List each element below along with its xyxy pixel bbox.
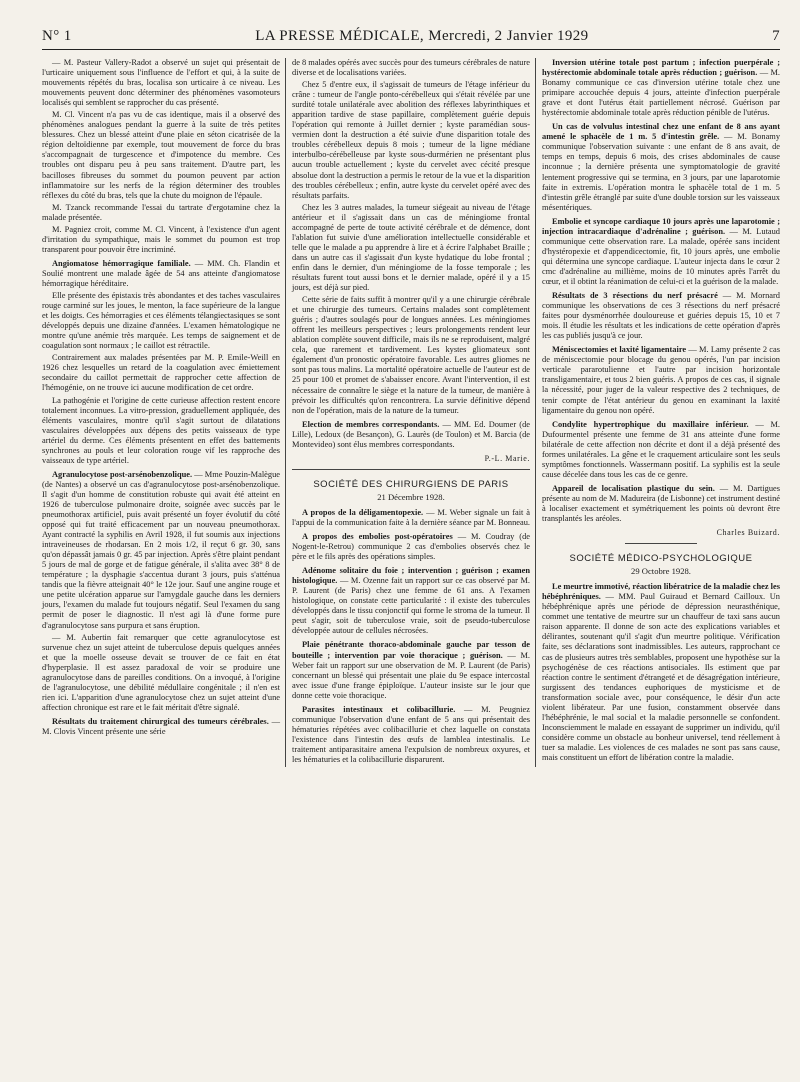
article-heading: Appareil de localisation plastique du sein. (552, 483, 715, 493)
article-heading: Résultats du traitement chirurgical des tumeurs cérébrales. (52, 716, 269, 726)
article-body: — M. Dufourmentel présente une femme de 31 ans atteinte d'une forme bilatérale de cette affection non décrite et dont il a déjà présenté des formes unilatérales. La gêne et le craquement articulaire sont les seuls symptômes fonctionnels. Wassermann positif. La syphilis est la seule cause décelée dans tous les cas de ce genre. (542, 419, 781, 479)
article-heading: Angiomatose hémorragique familiale. (52, 258, 191, 268)
paragraph: M. Tzanck recommande l'essai du tartrate d'ergotamine chez la malade présentée. (42, 202, 280, 222)
article-heading: A propos des embolies post-opératoires (302, 532, 453, 542)
article-heading: Résultats de 3 résections du nerf présacré (552, 291, 718, 301)
article-heading: Méniscectomies et laxité ligamentaire (552, 345, 687, 355)
article-entry (542, 58, 780, 118)
article-body: — MM. Ed. Doumer (de Lille), Ledoux (de Besançon), G. Laurès (de Toulon) et M. Barcia (de Montevideo) sont élus membres correspondants. (292, 419, 530, 449)
article-body: — M. Weber signale un fait à l'appui de la communication faite à la dernière séance par M. Bonneau. (292, 507, 531, 527)
section-divider (292, 469, 530, 470)
page-number: 7 (772, 28, 780, 44)
paragraph: Elle présente des épistaxis très abondantes et des taches vasculaires rouge carminé sur les joues, le menton, la face supérieure de la langue et les doigts. Ces hémorragies et ces éléments télangiectasiques se sont développés depuis une dizaine d'années. L'examen hématologique ne montre qu'une anémie très marquée. Les temps de saignement et de coagulation sont normaux ; le caillot est rétractile. (42, 291, 280, 351)
article-entry (542, 345, 780, 415)
article-body: — M. Coudray (de Nogent-le-Retrou) communique 2 cas d'embolies observés chez le père et le fils après des opérations simples. (292, 532, 531, 562)
article-entry (542, 291, 780, 341)
article-heading: Parasites intestinaux et colibacillurie. (302, 704, 456, 714)
article-body: — MM. Paul Guiraud et Bernard Cailloux. Un hébéphrénique après une période de dépression neurasthénique, commet une tentative de meurtre sur un chauffeur de taxi sans aucun raison apparente. Il donne de son acte des explications variables et délirantes, soutenant qu'il s'agit d'un meurtre politique. Vérification faite, ses déclarations sont inadmissibles. Les auteurs, rapprochant ce cas de plusieurs autres très semblables, proposent une hypothèse sur la psychogénèse de ces réactions antisociales. Ils estiment que par réaction contre le sentiment d'étrangeté et de désagrégation intérieure, surgissent des tendances euphoriques de mysticisme et de transformation sociale avec, pour conséquence, le désir d'un acte violent libérateur. Par une fusion, constamment observée dans l'hébéphrénie, le mal social et la maladie personnelle se confondent. Inconsciemment le malade en essayant de supprimer un individu, qu'il considère comme un obstacle au bonheur universel, tend réellement à tuer sa maladie. Les violences de ces malades ne sont pas sans cause, mais constituent un effort de libération contre la maladie. (542, 592, 780, 762)
paragraph: Chez 5 d'entre eux, il s'agissait de tumeurs de l'étage inférieur du crâne : tumeur de l'angle ponto-cérébelleux qui s'était révélée par une surdité totale unilatérale avec abolition des réflexes labyrinthiques et apparition tardive de stase papillaire, complètement guérie depuis l'opération qui remonte à Juillet dernier ; kyste paramédian sous-vermien dont la destruction a été suivie d'une disparition totale des troubles cérébelleux depuis 8 mois ; tumeur de la ligne médiane interbulbo-cérébelleuse par kyste sous-durmérien ne présentant plus aucun trouble actuellement ; kyste du cervelet avec cécité presque absolue dont la destruction a permis le retour de la vue et la disparition des troubles cérébelleux ; enfin, autre kyste du cervelet opéré avec des résultats parfaits. (292, 80, 530, 200)
article-heading: Adénome solitaire du foie ; intervention ; guérison ; examen histologique. (292, 566, 530, 586)
paragraph: M. Pagniez croit, comme M. Cl. Vincent, à l'existence d'un agent d'irritation du sympathique, mais le sommet du poumon est trop transparent pour pouvoir être incriminé. (42, 224, 280, 254)
author-signature: P.-L. Marie. (484, 453, 530, 463)
article-entry (542, 582, 780, 763)
paragraph: La pathogénie et l'origine de cette curieuse affection restent encore totalement inconnues. La vitro-pression, graduellement appliquée, des éléments vasculaires, montre qu'il s'agit surtout de dilatations vasculaires développées aux dépens des petits vaisseaux de type artériel du derme. Ces éléments présentent en effet des battements synchrones au pouls et leur coloration rouge vif les rapproche des vaisseaux de type artériel. (42, 395, 280, 465)
article-body: — M. Peugniez communique l'observation d'une enfant de 5 ans qui présentait des hématuries répétées avec colibacillurie et chez laquelle on constata l'existence dans l'intestin des œufs de lamblea intestinalis. Le traitement antiparasitaire amena l'expulsion de nombreux oxyures, et les hématuries et la colibacillurie disparurent. (292, 704, 530, 764)
article-heading: Condylite hypertrophique du maxillaire inférieur. (552, 419, 749, 429)
paragraph: Contrairement aux malades présentées par M. P. Emile-Weill en 1926 chez lesquelles un retard de la coagulation avec émiettement secondaire du caillot permettait de rapprocher cette affection de l'hémogénie, on ne trouve ici aucune modification de cet ordre. (42, 353, 280, 393)
article-body: — M. Weber fait un rapport sur une observation de M. P. Laurent (de Paris) concernant un blessé qui présentait une plaie du 9e espace intercostal avec issue d'une frange épiploïque. L'auteur insiste sur le jour que donne cette voie thoracique. (292, 650, 530, 700)
article-entry (42, 717, 280, 737)
article-heading: Election de membres correspondants. (302, 419, 440, 429)
page-header (42, 28, 780, 45)
article-body: — M. Mornard communique les observations de ces 3 résections du nerf présacré faites pour dysménorrhée douloureuse et guéries depuis 15, 10 et 7 mois. Il étudie les résultats et les indications de cette opération d'après les cas publiés jusqu'à ce jour. (542, 291, 780, 341)
paragraph: M. Cl. Vincent n'a pas vu de cas identique, mais il a observé des phénomènes analogues pendant la guerre à la suite de très petites blessures. Chez un blessé atteint d'une plaie en séton cicatrisée de la région deltoïdienne par exemple, tout mouvement de force du bras s'accompagnait de turgescence et d'impotence du membre. Ces troubles ont disparu peu à peu sans traitement. D'autre part, les bacilloses fibreuses du sommet du poumon peuvent par action inflammatoire sur les nerfs de la région déterminer des troubles réflexes du côté du bras, tels que la chute du moignon de l'épaule. (42, 110, 280, 200)
article-body: — M. Lutaud communique cette observation rare. La malade, opérée sans incident d'hystéropexie et d'appendicectomie, fit, 10 jours après, une embolie qui détermina une syncope cardiaque. L'auteur injecta dans le cœur 2 cmc d'adrénaline au millième, moins de 10 minutes après l'arrêt du cœur, et il obtint la réanimation de celui-ci et la guérison de la malade. (542, 226, 780, 286)
paragraph: Chez les 3 autres malades, la tumeur siégeait au niveau de l'étage antérieur et il s'agissait dans un cas de méningiome frontal accompagné de perte de toute activité cérébrale et de démence, dont l'ablation fut suivie d'une amélioration intellectuelle considérable et telle que le malade a pu apprendre à lire et à écrire l'alphabet Braille ; dans un autre cas il s'agissait d'un kyste hydatique du lobe frontal ; enfin dans le dernier, d'un méningiome de la fosse temporale ; les résultats furent tout aussi bons et le dernier malade, opéré il y a 15 jours, est déjà sur pied. (292, 202, 530, 293)
header-rule (42, 49, 780, 50)
paragraph: — M. Aubertin fait remarquer que cette agranulocytose est survenue chez un sujet atteint de tuberculose depuis quelques années et que la moelle osseuse devait se trouver de ce fait en état d'hyperplasie. Il est assez paradoxal de voir se produire une agranulocytose dans de pareilles conditions. On a invoqué, à l'origine de l'agranulocytose, une débilité médullaire congénitale ; il n'en est rien ici. L'apparition d'une agranulocytose chez un sujet atteint d'une affection chronique est rare et le fait méritait d'être signalé. (42, 632, 280, 712)
article-entry (542, 484, 780, 524)
author-signature: Charles Buizard. (716, 528, 780, 538)
article-entry (42, 259, 280, 289)
article-entry (292, 532, 530, 562)
paragraph: de 8 malades opérés avec succès pour des tumeurs cérébrales de nature diverse et de localisations variées. (292, 58, 530, 78)
section-title: SOCIÉTÉ DES CHIRURGIENS DE PARIS (313, 478, 509, 490)
article-entry (292, 566, 530, 636)
article-body: — Mme Pouzin-Malègue (de Nantes) a observé un cas d'agranulocytose post-arsénobenzolique. Il s'agit d'un homme de constitution robuste qui avait été atteint en 1926 de tuberculose pulmonaire droite, soignée avec succès par le pneumothorax artificiel, puis avait présenté un foyer évolutif du côté opposé qui fut traité efficacement par un nouveau pneumothorax. Ayant contracté la syphilis en Avril 1928, il fut soumis aux injections intraveineuses de rhodarsan. En 2 mois 1/2, il reçut 6 gr. 30, sans qu'on dépassât jamais 0 gr. 45 par injection. Après s'être plaint pendant 5 jours de mal de gorge et de fatigue générale, il s'alita avec 38° 8 de température ; la dysphagie s'accentua durant 3 jours, puis s'atténua tandis que la fièvre atteignait 40° le 12e jour. Sauf une angine rouge et une petite ulcération apparue sur l'amygdale gauche dans les derniers jours, l'examen du malade fut toujours négatif. Seul l'examen du sang permit de poser le diagnostic. Il n'est agi là d'une forme pure d'agranulocytose sans purpura et sans éruption. (42, 469, 280, 630)
article-entry (292, 420, 530, 450)
article-heading: Le meurtre immotivé, réaction libératrice de la maladie chez les hébéphréniques. (542, 582, 780, 602)
article-heading: A propos de la déligamentopexie. (302, 507, 424, 517)
article-body: — M. Bonamy communique ce cas d'inversion utérine totale chez une primipare accouchée depuis 4 jours, atteinte d'infection puerpérale grave et dont l'utérus était partiellement nécrosé. Guérison par hystérectomie abdominale totale après réduction pénible de l'utérus. (542, 68, 780, 118)
article-body: — M. Clovis Vincent présente une série (42, 716, 281, 736)
article-body: — M. Bonamy communique l'observation suivante : une enfant de 8 ans avait, de temps en temps, depuis 6 mois, des crises abdominales de cause inconnue ; la dernière présenta une symptomatologie de gravité lentement progressive qui se termina, en 3 jours, par une laparotomie faite in extremis. L'opération montra le sphacèle total de 1 m. 5 d'intestin grêle étranglé par suite d'une double torsion sur les vaisseaux mésentériques. (542, 132, 781, 212)
article-body: — MM. Ch. Flandin et Soulié montrent une malade âgée de 54 ans atteinte d'angiomatose hémorragique héréditaire. (42, 258, 280, 288)
column-2 (292, 58, 530, 767)
article-heading: Plaie pénétrante thoraco-abdominale gauche par tesson de bouteille ; intervention par voie thoracique ; guérison. (292, 640, 530, 660)
article-entry (42, 470, 280, 631)
article-heading: Agranulocytose post-arsénobenzolique. (52, 469, 193, 479)
column-3 (542, 58, 780, 767)
session-date: 21 Décembre 1928. (377, 491, 445, 502)
masthead-title: LA PRESSE MÉDICALE, Mercredi, 2 Janvier 1929 (255, 28, 589, 44)
article-heading: Un cas de volvulus intestinal chez une enfant de 8 ans ayant amené le sphacèle de 1 m. 5 d'intestin grêle. (542, 122, 780, 142)
article-heading: Inversion utérine totale post partum ; infection puerpérale ; hystérectomie abdominale totale après réduction ; guérison. (542, 58, 780, 78)
paragraph: — M. Pasteur Vallery-Radot a observé un sujet qui présentait de l'urticaire uniquement sous l'influence de l'effort et qui, à la suite de mouvements répétés du bras, localisa son urticaire à ce niveau. Les mouvements peuvent donc déterminer des phénomènes vasomoteurs localisés qui semblent se rapprocher du cas présenté. (42, 58, 280, 108)
paragraph: Cette série de faits suffit à montrer qu'il y a une chirurgie cérébrale et une chirurgie des tumeurs. Certains malades sont complètement guéris ; d'autres soulagés pour de longues années. Les méningiomes offrent les meilleurs perspectives ; leurs prolongements rendent leur ablation complète souvent difficile, mais ils ne se reproduisent, malgré cela, que rarement et tardivement. Les kystes gliomateux sont également d'un pronostic opératoire favorable. Les autres gliomes ne sont pas tous malins. La mortalité opératoire actuelle de l'auteur est de 25 pour 100 et promet de s'abaisser encore. Avant l'intervention, il est nécessaire de connaître le siège et la nature de la tumeur, de manière à prévoir les difficultés qu'on rencontrera. La survie définitive dépend non de l'opération, mais de la nature de la tumeur. (292, 295, 530, 415)
column-1 (42, 58, 280, 767)
text-columns (42, 58, 780, 767)
section-title: SOCIÉTÉ MÉDICO-PSYCHOLOGIQUE (569, 553, 753, 565)
article-heading: Embolie et syncope cardiaque 10 jours après une laparotomie ; injection intracardiaque d'adrénaline ; guérison. (542, 216, 780, 236)
issue-number: N° 1 (42, 28, 72, 44)
article-body: — M. Ozenne fait un rapport sur ce cas observé par M. P. Laurent (de Paris) chez une femme de 61 ans. A l'examen histologique, on constate cette particularité : il existe des tubercules développés dans le tissu conjonctif qui forme le stroma de la tumeur. Il peut s'agir, soit de tuberculose vraie, soit de pseudo-tuberculose développée autour de cellules nécrosées. (292, 576, 530, 636)
article-entry (542, 420, 780, 480)
article-body: — M. Dartigues présente au nom de M. Madureira (de Lisbonne) cet instrument destiné à localiser exactement et symétriquement les points où devront être transplantés les aréoles. (542, 483, 780, 524)
article-entry (542, 217, 780, 287)
session-date: 29 Octobre 1928. (631, 566, 691, 577)
section-divider (625, 543, 696, 544)
article-entry (292, 640, 530, 700)
article-entry (292, 705, 530, 765)
article-body: — M. Lamy présente 2 cas de méniscectomie pour blocage du genou opérés, l'un par incision verticale pararotulienne et l'autre par incision horizontale transligamentaire, et tous 2 bien guéris. A propos de ces cas, il signale la nécessité, pour juger de la valeur respective des 2 techniques, de tenir compte de l'état antérieur du genou en examinant la laxité ligamentaire du genou non opéré. (542, 345, 780, 415)
article-entry (292, 508, 530, 528)
article-entry (542, 122, 780, 212)
